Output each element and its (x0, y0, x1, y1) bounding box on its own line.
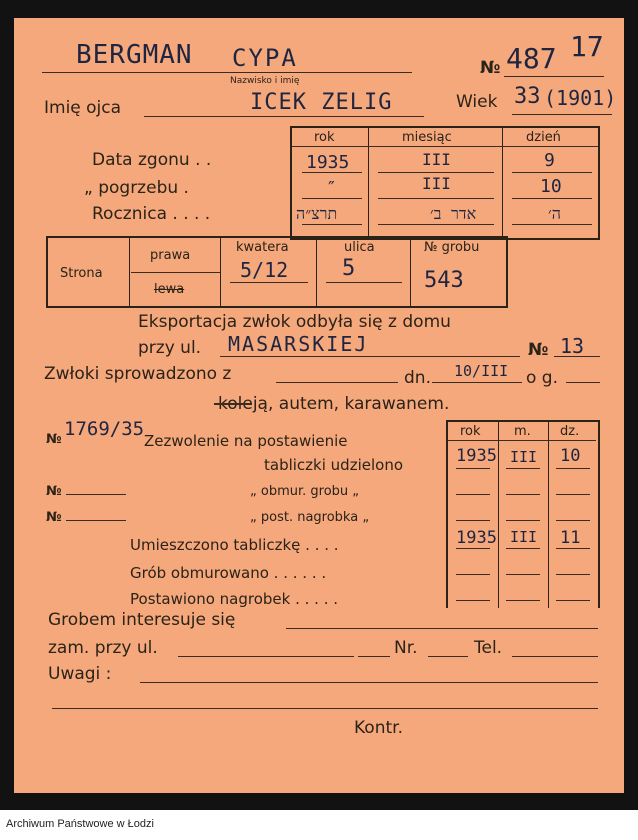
burial-date-label: „ pogrzebu . (84, 178, 189, 198)
export-text: Eksportacja zwłok odbyła się z domu (138, 312, 451, 332)
permit-number: 1769/35 (64, 418, 145, 440)
export-nr-label: № (528, 340, 549, 360)
prawa-option: prawa (150, 248, 191, 263)
record-card (14, 18, 624, 793)
obmur-label: „ obmur. grobu „ (250, 484, 360, 499)
header-miesiac: miesiąc (402, 130, 452, 145)
lewa-option: lewa (154, 282, 185, 297)
permit-header-m: m. (514, 424, 531, 439)
surname: BERGMAN (76, 40, 193, 70)
kwatera-value: 5/12 (240, 258, 289, 282)
father-label: Imię ojca (44, 98, 122, 118)
nr-label: Nr. (394, 638, 418, 658)
grob-label: № grobu (424, 240, 480, 255)
interested-label: Grobem interesuje się (48, 610, 236, 630)
export-street: MASARSKIEJ (228, 332, 369, 356)
zwloki-dn: dn. (404, 368, 431, 388)
burial-year: ″ (326, 178, 337, 199)
tel-label: Tel. (474, 638, 503, 658)
obmurowano-label: Grób obmurowano . . . . . . (130, 564, 327, 582)
permit-label-2: tabliczki udzielono (264, 456, 403, 474)
zwloki-label: Zwłoki sprowadzono z (44, 364, 232, 384)
burial-day: 10 (540, 176, 562, 197)
zwloki-date: 10/III (454, 362, 509, 380)
permit-row1-month: III (510, 448, 538, 466)
strona-label: Strona (60, 266, 103, 281)
nagrobek-label: „ post. nagrobka „ (250, 510, 370, 525)
permit-row2-day: 11 (560, 528, 581, 548)
anniversary-month: אדר ב׳ (430, 204, 477, 223)
grob-value: 543 (424, 268, 464, 293)
umieszczono-label: Umieszczono tabliczkę . . . . (130, 536, 339, 554)
burial-month: III (422, 174, 451, 193)
death-day: 9 (544, 150, 555, 171)
export-street-label: przy ul. (138, 338, 202, 358)
given-name: CYPA (232, 44, 298, 72)
export-nr: 13 (560, 334, 585, 358)
name-label: Nazwisko i imię (230, 76, 300, 86)
postawiono-label: Postawiono nagrobek . . . . . (130, 590, 338, 608)
archive-caption: Archiwum Państwowe w Łodzi (6, 818, 154, 830)
age-label: Wiek (456, 92, 498, 112)
obmur-no-label: № (46, 484, 62, 499)
permit-label-1: Zezwolenie na postawienie (144, 432, 348, 450)
kwatera-label: kwatera (236, 240, 289, 255)
anniversary-day: ה׳ (548, 204, 561, 223)
age-value: 33 (514, 84, 541, 109)
permit-row1-day: 10 (560, 446, 581, 466)
header-rok: rok (314, 130, 335, 145)
permit-header-rok: rok (460, 424, 481, 439)
record-number: 487 (506, 42, 557, 75)
transport-options: koleją, autem, karawanem. (218, 394, 450, 414)
death-year: 1935 (306, 152, 350, 173)
notes-label: Uwagi : (48, 664, 112, 684)
header-dzien: dzień (526, 130, 561, 145)
death-date-label: Data zgonu . . (92, 150, 212, 170)
address-label: zam. przy ul. (48, 638, 158, 658)
permit-header-dz: dz. (560, 424, 580, 439)
number-symbol: № (480, 58, 501, 78)
kontr-label: Kontr. (354, 718, 403, 738)
permit-no-label: № (46, 432, 62, 447)
birth-year: (1901) (544, 86, 617, 110)
anniversary-label: Rocznica . . . . (92, 204, 211, 224)
ulica-value: 5 (342, 256, 356, 281)
permit-row2-month: III (510, 528, 538, 546)
father-name: ICEK ZELIG (250, 90, 393, 115)
anniversary-year: תרצ״ה (296, 204, 338, 223)
permit-row1-year: 1935 (456, 446, 497, 466)
zwloki-og: o g. (526, 368, 558, 388)
ulica-label: ulica (344, 240, 375, 255)
death-month: III (422, 150, 451, 169)
corner-number: 17 (570, 30, 604, 63)
permit-row2-year: 1935 (456, 528, 497, 548)
nagrobek-no-label: № (46, 510, 62, 525)
